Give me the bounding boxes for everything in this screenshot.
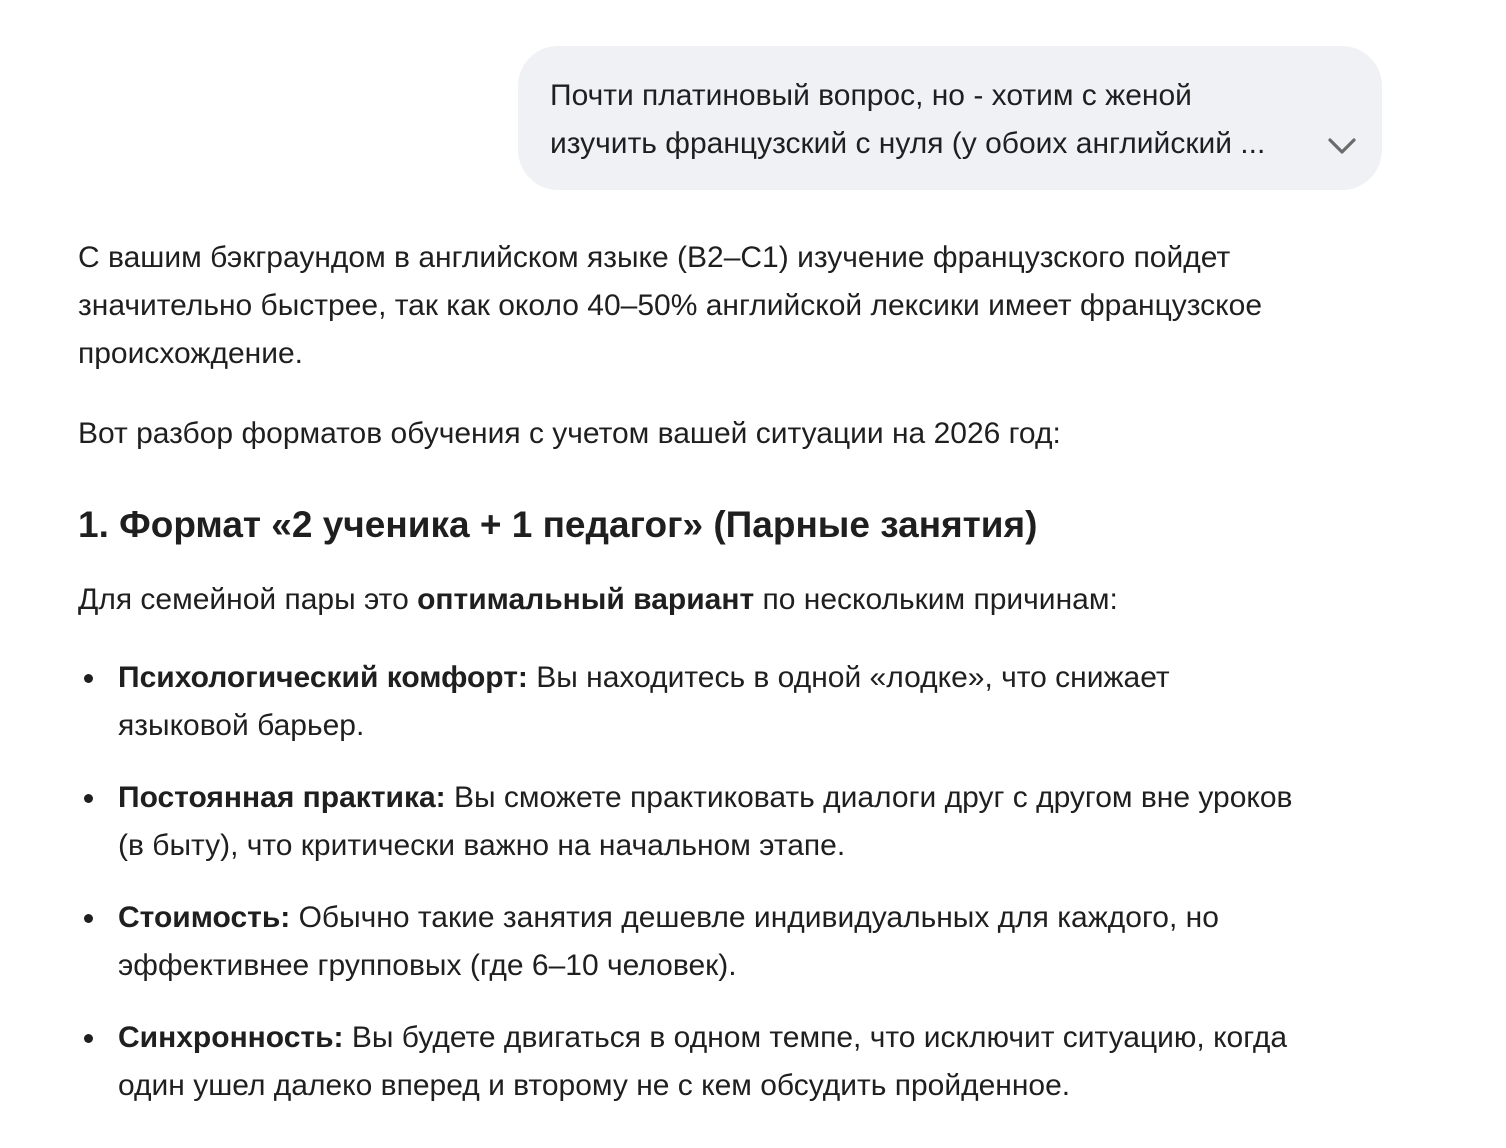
list-item-title: Постоянная практика: — [118, 781, 446, 814]
section-intro-before: Для семейной пары это — [78, 583, 418, 616]
list-item-text: Вы находитесь в одной «лодке», что снижает — [527, 661, 1170, 694]
bullet-dot-icon — [84, 794, 93, 803]
section-intro-after: по нескольким причинам: — [754, 583, 1118, 616]
list-item-text: Вы будете двигаться в одном темпе, что исключит ситуацию, когда — [343, 1021, 1288, 1054]
response-intro-line-2: значительно быстрее, так как около 40–50% английской лексики имеет французское — [78, 289, 1263, 322]
user-message-line-2: изучить французский с нуля (у обоих английский ... — [550, 127, 1266, 160]
section-intro-bold: оптимальный вариант — [417, 583, 755, 616]
list-item-text: Обычно такие занятия дешевле индивидуальных для каждого, но — [290, 901, 1219, 934]
bullet-dot-icon — [84, 674, 93, 683]
bullet-dot-icon — [84, 1034, 93, 1043]
response-lead: Вот разбор форматов обучения с учетом вашей ситуации на 2026 год: — [78, 417, 1061, 450]
list-item-title: Психологический комфорт: — [118, 661, 528, 694]
user-message-bubble — [518, 46, 1382, 190]
assistant-response — [78, 234, 1478, 1134]
section-heading: 1. Формат «2 ученика + 1 педагог» (Парные занятия) — [78, 504, 1038, 545]
list-item-text-cont: языковой барьер. — [118, 709, 365, 742]
chevron-down-icon[interactable] — [1324, 128, 1360, 164]
bullet-dot-icon — [84, 914, 93, 923]
list-item-title: Синхронность: — [118, 1021, 344, 1054]
list-item-text: Вы сможете практиковать диалоги друг с другом вне уроков — [445, 781, 1293, 814]
list-item-title: Стоимость: — [118, 901, 291, 934]
list-item — [78, 1014, 1478, 1110]
response-intro-line-3: происхождение. — [78, 337, 303, 370]
user-message-line-1: Почти платиновый вопрос, но - хотим с женой — [550, 79, 1192, 112]
list-item-text-cont: (в быту), что критически важно на начальном этапе. — [118, 829, 846, 862]
list-item — [78, 894, 1478, 990]
list-item-text-cont: эффективнее групповых (где 6–10 человек). — [118, 949, 737, 982]
list-item-text-cont: один ушел далеко вперед и второму не с кем обсудить пройденное. — [118, 1069, 1071, 1102]
section-intro — [78, 576, 1478, 624]
response-intro — [78, 234, 1478, 378]
user-message-text — [550, 72, 1302, 168]
list-item — [78, 654, 1478, 750]
reasons-list — [78, 654, 1478, 1110]
response-intro-line-1: С вашим бэкграундом в английском языке (B2–C1) изучение французского пойдет — [78, 241, 1231, 274]
list-item — [78, 774, 1478, 870]
